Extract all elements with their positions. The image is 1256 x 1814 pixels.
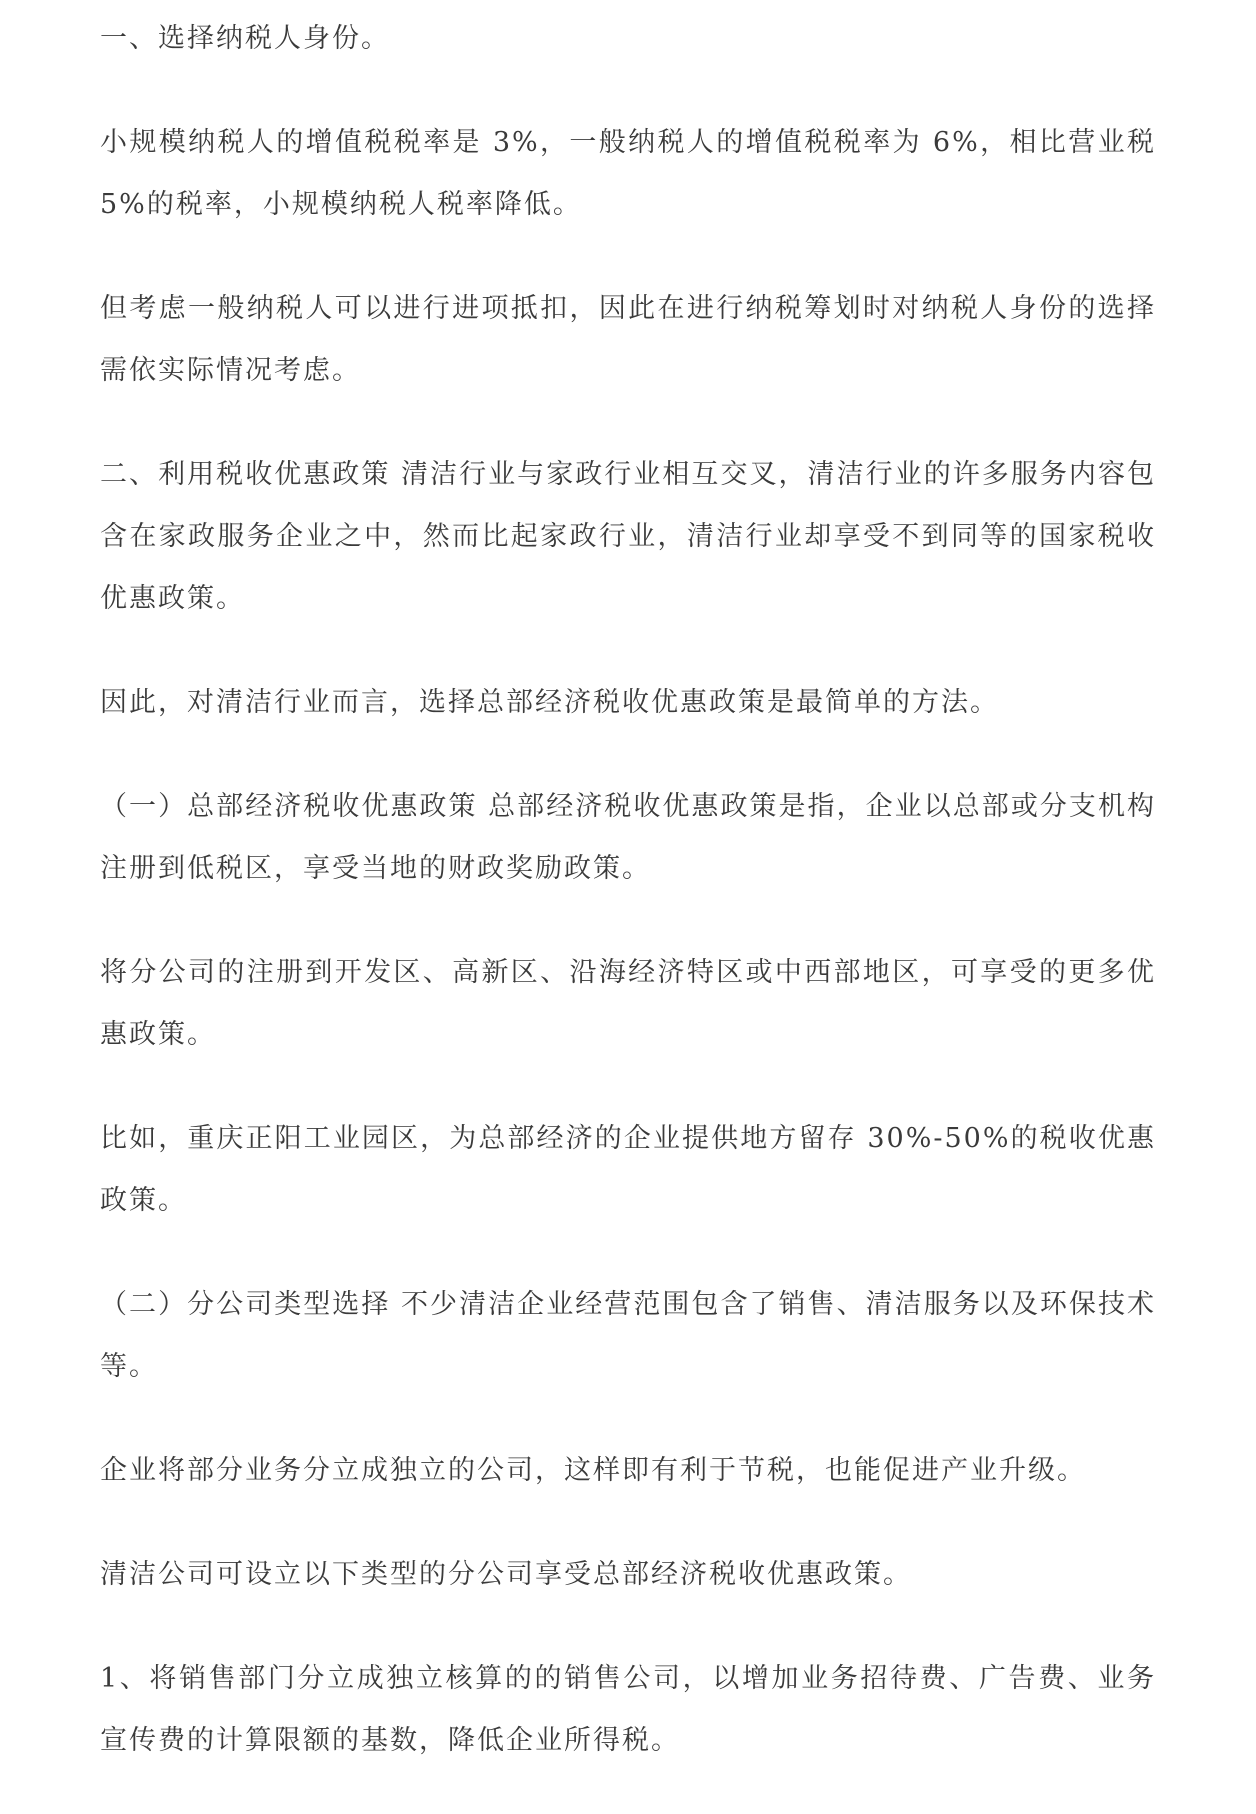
paragraph-example: 比如，重庆正阳工业园区，为总部经济的企业提供地方留存 30%-50%的税收优惠政策。 xyxy=(100,1123,1156,1216)
paragraph-heading-1: 一、选择纳税人身份。 xyxy=(100,23,390,54)
paragraph-split-business: 企业将部分业务分立成独立的公司，这样即有利于节税，也能促进产业升级。 xyxy=(100,1455,1086,1486)
paragraph-heading-2: 二、利用税收优惠政策 清洁行业与家政行业相互交叉，清洁行业的许多服务内容包含在家政服务企业之中，然而比起家政行业，清洁行业却享受不到同等的国家税收优惠政策。 xyxy=(100,459,1156,614)
paragraph-branch-types: 清洁公司可设立以下类型的分公司享受总部经济税收优惠政策。 xyxy=(100,1559,912,1590)
paragraph-subheading-2: （二）分公司类型选择 不少清洁企业经营范围包含了销售、清洁服务以及环保技术等。 xyxy=(100,1289,1156,1382)
paragraph-branch-registration: 将分公司的注册到开发区、高新区、沿海经济特区或中西部地区，可享受的更多优惠政策。 xyxy=(100,957,1156,1050)
document-body xyxy=(100,8,1156,1814)
paragraph-tax-rate: 小规模纳税人的增值税税率是 3%，一般纳税人的增值税税率为 6%，相比营业税 5%的税率，小规模纳税人税率降低。 xyxy=(100,127,1156,220)
paragraph-conclusion: 因此，对清洁行业而言，选择总部经济税收优惠政策是最简单的方法。 xyxy=(100,687,999,718)
paragraph-item-1: 1、将销售部门分立成独立核算的的销售公司，以增加业务招待费、广告费、业务宣传费的计算限额的基数，降低企业所得税。 xyxy=(100,1663,1156,1756)
paragraph-subheading-1: （一）总部经济税收优惠政策 总部经济税收优惠政策是指，企业以总部或分支机构注册到低税区，享受当地的财政奖励政策。 xyxy=(100,791,1156,884)
paragraph-general-taxpayer: 但考虑一般纳税人可以进行进项抵扣，因此在进行纳税筹划时对纳税人身份的选择需依实际情况考虑。 xyxy=(100,293,1156,386)
